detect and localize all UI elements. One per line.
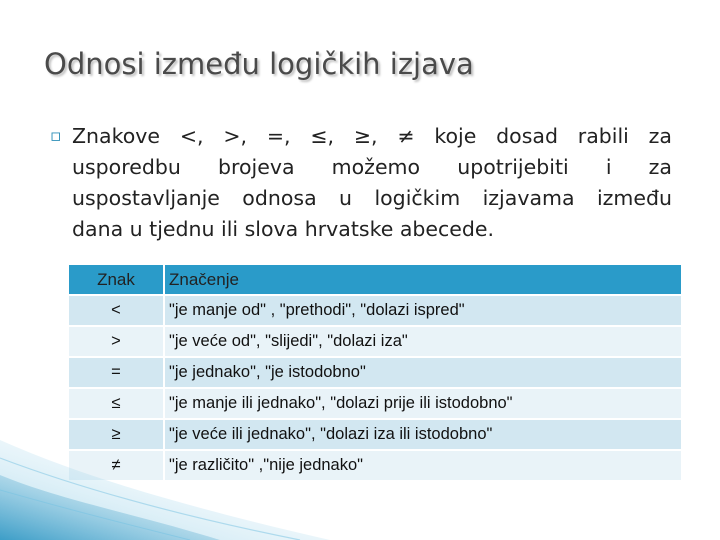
meaning-cell: "je manje od" , "prethodi", "dolazi ispred": [164, 295, 682, 326]
paragraph-line: usporedbu brojeva možemo upotrijebiti i za: [72, 155, 672, 179]
sign-cell: <: [68, 295, 164, 326]
meaning-cell: "je veće od", "slijedi", "dolazi iza": [164, 326, 682, 357]
sign-cell: ≤: [68, 388, 164, 419]
slide-title: Odnosi između logičkih izjava: [44, 47, 474, 81]
paragraph-line: Znakove <, >, =, ≤, ≥, ≠ koje dosad rabili za: [72, 124, 672, 148]
header-meaning: Značenje: [164, 264, 682, 295]
header-sign: Znak: [68, 264, 164, 295]
meaning-cell: "je različito" ,"nije jednako": [164, 450, 682, 481]
table-row: [68, 295, 682, 326]
paragraph-line: uspostavljanje odnosa u logičkim izjavama između: [72, 186, 672, 210]
decorative-waves: [0, 380, 360, 540]
bullet-icon: ▫: [50, 126, 62, 146]
sign-cell: >: [68, 326, 164, 357]
meaning-cell: "je veće ili jednako", "dolazi iza ili istodobno": [164, 419, 682, 450]
sign-cell: ≥: [68, 419, 164, 450]
sign-cell: ≠: [68, 450, 164, 481]
table-row: [68, 326, 682, 357]
sign-cell: =: [68, 357, 164, 388]
meaning-cell: "je manje ili jednako", "dolazi prije ili istodobno": [164, 388, 682, 419]
meaning-cell: "je jednako", "je istodobno": [164, 357, 682, 388]
intro-paragraph: [50, 121, 672, 245]
paragraph-line: dana u tjednu ili slova hrvatske abecede.: [72, 217, 495, 241]
table-header-row: [68, 264, 682, 295]
